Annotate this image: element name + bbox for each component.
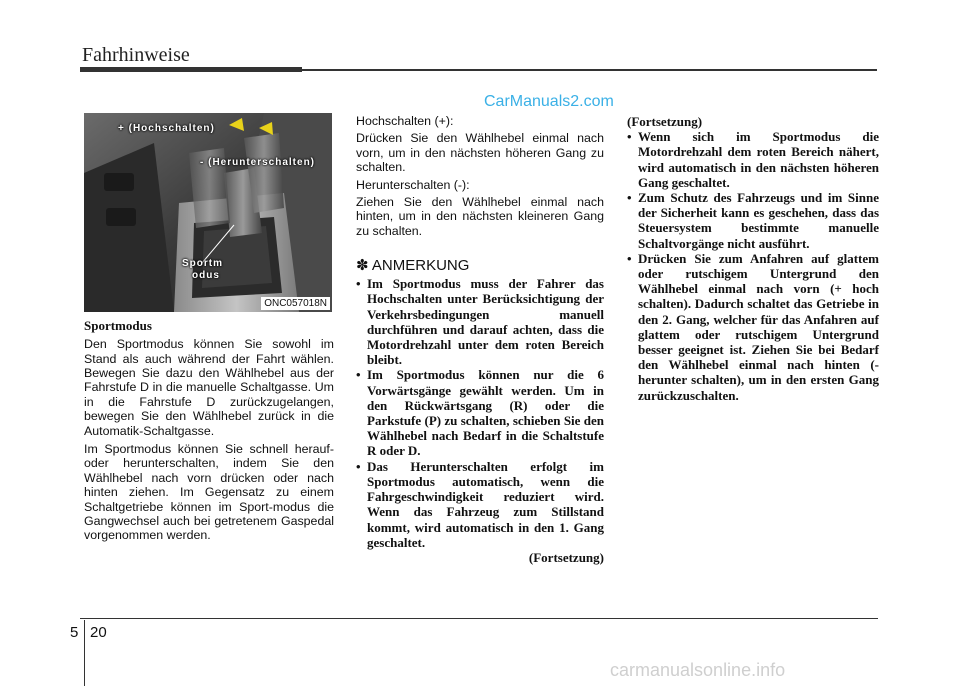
page-header-title: Fahrhinweise bbox=[82, 44, 190, 66]
column-3 bbox=[627, 114, 879, 403]
figure-code: ONC057018N bbox=[261, 297, 330, 310]
column-1 bbox=[84, 318, 334, 543]
chapter-number: 5 bbox=[70, 624, 79, 641]
footer-divider bbox=[84, 620, 85, 686]
upshift-text: Drücken Sie den Wählhebel einmal nach vorn, um in den nächsten höheren Gang zu schalten. bbox=[356, 131, 604, 175]
header-rule-thin bbox=[302, 69, 877, 71]
downshift-title: Herunterschalten (-): bbox=[356, 177, 470, 192]
gear-shifter-photo bbox=[84, 113, 332, 312]
watermark-link-bottom[interactable]: carmanualsonline.info bbox=[610, 660, 786, 680]
figure-label-upshift: + (Hochschalten) bbox=[118, 123, 215, 134]
continued-label: (Fortsetzung) bbox=[528, 549, 604, 565]
continued-label: (Fortsetzung) bbox=[627, 114, 703, 129]
gear-shifter-figure bbox=[84, 113, 332, 312]
section-heading-sportmodus: Sportmodus bbox=[84, 318, 152, 333]
paragraph-sportmodus-1: Den Sportmodus können Sie sowohl im Stand als auch während der Fahrt wählen. Bewegen Sie dazu den Wählhebel aus der Fahrstufe D in die manuelle Schaltgasse. Um in die Fahrstufe D zurückzugelangen, bewegen Sie den Wählhebel zurück in die Automatik-Schaltgasse. bbox=[84, 337, 334, 438]
note-bullet: • Wenn sich im Sportmodus die Motordrehzahl dem roten Bereich nähert, wird automatisch in den nächsten höheren Gang geschaltet. bbox=[627, 129, 879, 190]
note-heading: ✽ ANMERKUNG bbox=[356, 257, 470, 275]
note-bullet: • Drücken Sie zum Anfahren auf glattem oder rutschigem Untergrund den Wählhebel einmal nach vorn (+ hoch schalten). Dadurch schaltet das Getriebe in den 2. Gang, welcher für das Anfahren auf glattem oder rutschigem Untergrund besser geeignet ist. Ziehen Sie bei Bedarf den Wählhebel einmal nach hinten (- herunter schalten), um in den ersten Gang zurückzuschalten. bbox=[627, 251, 879, 403]
paragraph-sportmodus-2: Im Sportmodus können Sie schnell herauf- oder herunterschalten, indem Sie den Wählhebel nach vorn drücken oder nach hinten ziehen. Im Gegensatz zu einem Schaltgetriebe können im Sport-modus die Gangwechsel auch bei getretenem Gaspedal vorgenommen werden. bbox=[84, 442, 334, 543]
figure-label-sportmode-1: Sportm bbox=[182, 258, 223, 269]
note-bullet: • Das Herunterschalten erfolgt im Sportmodus automatisch, wenn die Fahrgeschwindigkeit reduziert wird. Wenn das Fahrzeug zum Stillstand kommt, wird automatisch in den 1. Gang geschaltet. bbox=[356, 459, 604, 550]
figure-label-downshift: - (Herunterschalten) bbox=[200, 157, 316, 168]
downshift-text: Ziehen Sie den Wählhebel einmal nach hinten, um in den nächsten kleineren Gang zu schalten. bbox=[356, 195, 604, 238]
column-2 bbox=[356, 114, 604, 565]
footer-rule bbox=[80, 618, 878, 619]
header-rule-thick bbox=[80, 67, 302, 72]
figure-label-sportmode-2: odus bbox=[192, 270, 220, 281]
page-number: 20 bbox=[90, 624, 107, 641]
watermark-link-top[interactable]: CarManuals2.com bbox=[484, 93, 614, 110]
note-bullet: • Zum Schutz des Fahrzeugs und im Sinne der Sicherheit kann es geschehen, dass das Steuersystem bestimmte manuelle Schaltvorgänge nicht ausführt. bbox=[627, 190, 879, 251]
note-bullet: • Im Sportmodus können nur die 6 Vorwärtsgänge gewählt werden. Um in den Rückwärtsgang (R) oder die Parkstufe (P) zu schalten, schieben Sie den Wählhebel nach Bedarf in die Schaltstufe R oder D. bbox=[356, 367, 604, 458]
note-bullet: • Im Sportmodus muss der Fahrer das Hochschalten unter Berücksichtigung der Verkehrsbedingungen manuell durchführen und darauf achten, dass die Motordrehzahl unter dem roten Bereich bleibt. bbox=[356, 276, 604, 367]
upshift-title: Hochschalten (+): bbox=[356, 114, 454, 128]
